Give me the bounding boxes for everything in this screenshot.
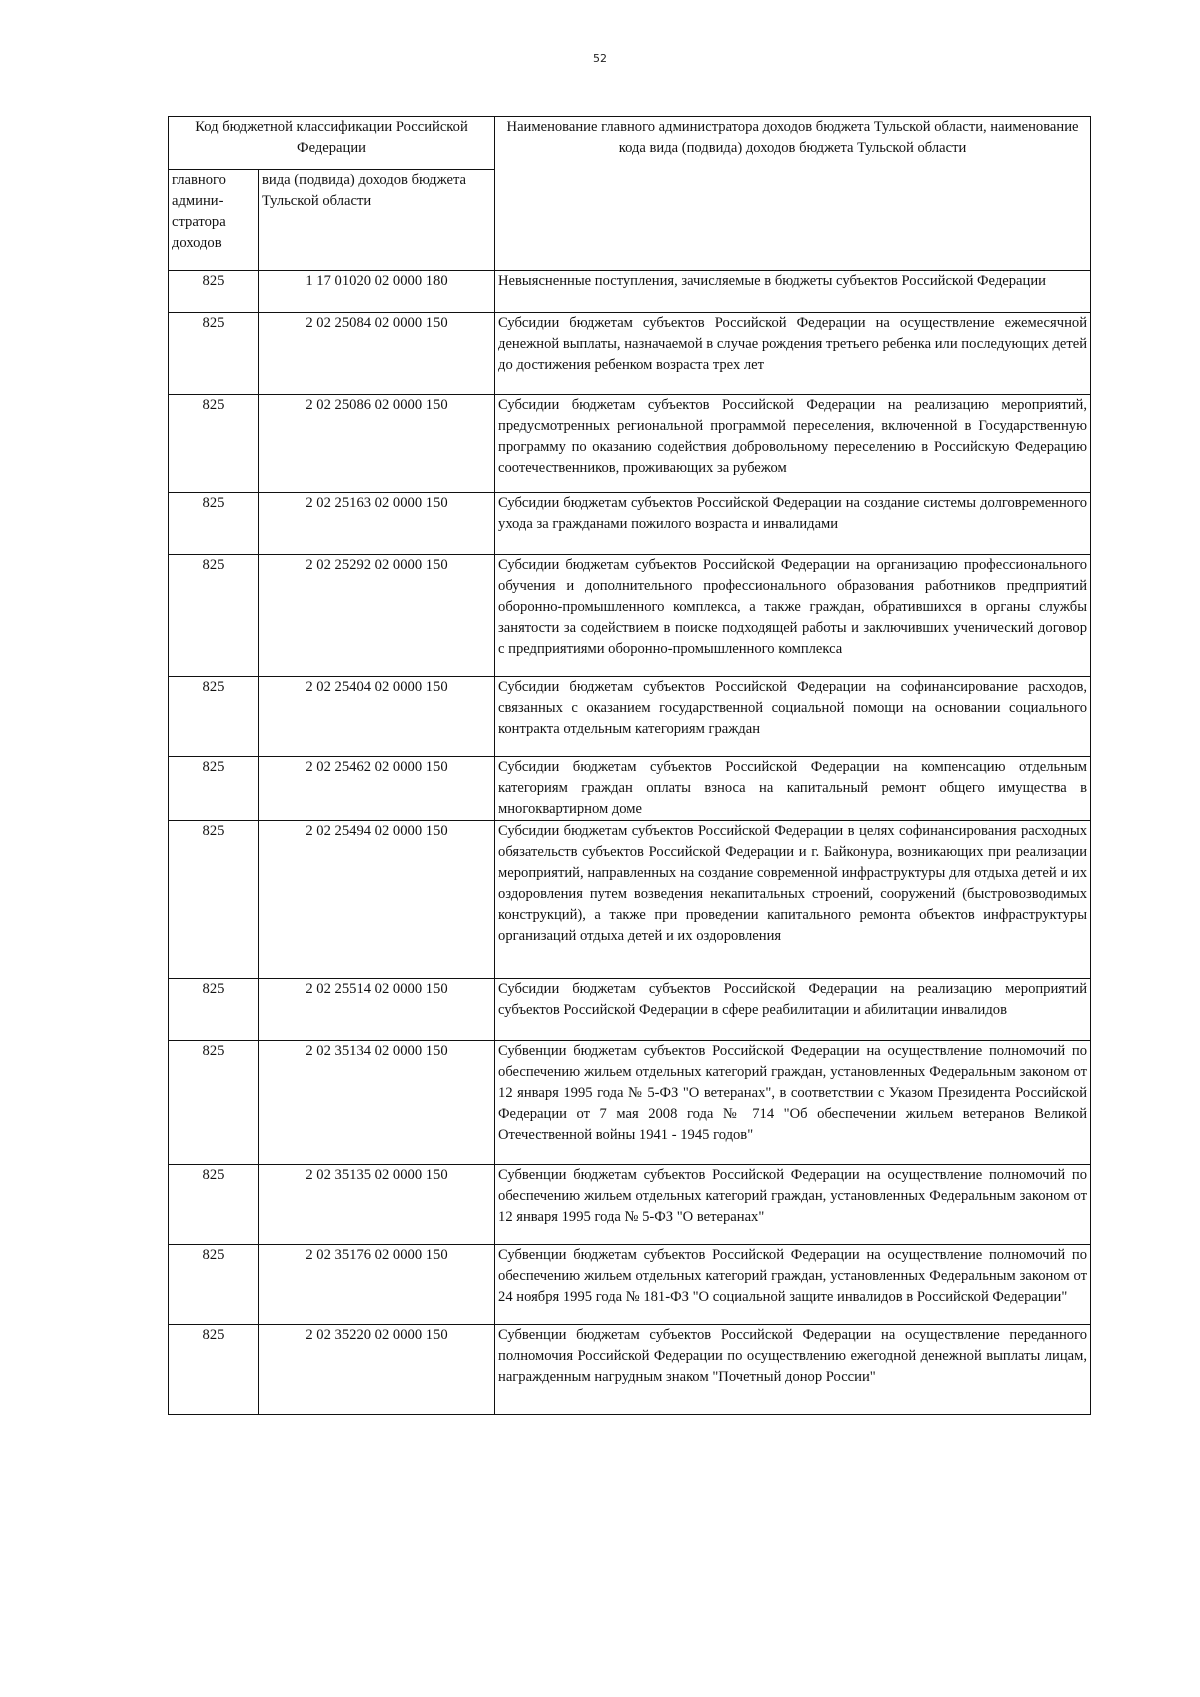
admin-code-cell: 825 — [169, 979, 259, 1041]
admin-code-cell: 825 — [169, 1325, 259, 1415]
admin-code-cell: 825 — [169, 493, 259, 555]
revenue-code-cell: 2 02 25163 02 0000 150 — [259, 493, 495, 555]
table-row — [169, 271, 1091, 313]
revenue-code-cell: 2 02 25404 02 0000 150 — [259, 677, 495, 757]
admin-code-cell: 825 — [169, 313, 259, 395]
table-row — [169, 979, 1091, 1041]
table-row — [169, 677, 1091, 757]
revenue-code-cell: 2 02 35220 02 0000 150 — [259, 1325, 495, 1415]
revenue-code-cell: 2 02 35176 02 0000 150 — [259, 1245, 495, 1325]
revenue-code-cell: 1 17 01020 02 0000 180 — [259, 271, 495, 313]
table-row — [169, 1041, 1091, 1165]
revenue-code-cell: 2 02 25086 02 0000 150 — [259, 395, 495, 493]
revenue-description-cell: Субвенции бюджетам субъектов Российской Федерации на осуществление переданного полномочия Российской Федерации по осуществлению ежегодной денежной выплаты лицам, награжденным нагрудным знаком "Почетный донор России" — [495, 1325, 1091, 1415]
table-row — [169, 1245, 1091, 1325]
admin-code-cell: 825 — [169, 1041, 259, 1165]
header-administrator-name: Наименование главного администратора доходов бюджета Тульской области, наименование кода вида (подвида) доходов бюджета Тульской области — [495, 117, 1091, 271]
revenue-code-cell: 2 02 25462 02 0000 150 — [259, 757, 495, 821]
admin-code-cell: 825 — [169, 1165, 259, 1245]
header-main-administrator: главного админи-стратора доходов — [169, 170, 259, 271]
revenue-description-cell: Субсидии бюджетам субъектов Российской Федерации в целях софинансирования расходных обязательств субъектов Российской Федерации и г. Байконура, возникающих при реализации мероприятий, направленных на создание современной инфраструктуры для отдыха детей и их оздоровления путем возведения некапитальных строений, сооружений (быстровозводимых конструкций), а также при проведении капитального ремонта объектов инфраструктуры организаций отдыха детей и их оздоровления — [495, 821, 1091, 979]
header-revenue-kind: вида (подвида) доходов бюджета Тульской области — [259, 170, 495, 271]
revenue-code-cell: 2 02 35135 02 0000 150 — [259, 1165, 495, 1245]
admin-code-cell: 825 — [169, 757, 259, 821]
table-row — [169, 1165, 1091, 1245]
admin-code-cell: 825 — [169, 1245, 259, 1325]
admin-code-cell: 825 — [169, 821, 259, 979]
table-row — [169, 395, 1091, 493]
admin-code-cell: 825 — [169, 271, 259, 313]
revenue-code-cell: 2 02 25084 02 0000 150 — [259, 313, 495, 395]
table-row — [169, 493, 1091, 555]
revenue-description-cell: Невыясненные поступления, зачисляемые в бюджеты субъектов Российской Федерации — [495, 271, 1091, 313]
revenue-code-cell: 2 02 25494 02 0000 150 — [259, 821, 495, 979]
revenue-code-cell: 2 02 25292 02 0000 150 — [259, 555, 495, 677]
table-row — [169, 555, 1091, 677]
budget-revenue-table — [168, 116, 1091, 1415]
revenue-description-cell: Субсидии бюджетам субъектов Российской Федерации на софинансирование расходов, связанных с оказанием государственной социальной помощи на основании социального контракта отдельным категориям граждан — [495, 677, 1091, 757]
revenue-code-cell: 2 02 35134 02 0000 150 — [259, 1041, 495, 1165]
revenue-description-cell: Субсидии бюджетам субъектов Российской Федерации на организацию профессионального обучения и дополнительного профессионального образования работников предприятий оборонно-промышленного комплекса, а также граждан, обратившихся в органы службы занятости за содействием в поиске подходящей работы и заключивших ученический договор с предприятиями оборонно-промышленного комплекса — [495, 555, 1091, 677]
table-header — [169, 117, 1091, 271]
page-number: 52 — [593, 52, 607, 65]
table-body — [169, 271, 1091, 1415]
revenue-description-cell: Субсидии бюджетам субъектов Российской Федерации на осуществление ежемесячной денежной выплаты, назначаемой в случае рождения третьего ребенка или последующих детей до достижения ребенком возраста трех лет — [495, 313, 1091, 395]
revenue-description-cell: Субвенции бюджетам субъектов Российской Федерации на осуществление полномочий по обеспечению жильем отдельных категорий граждан, установленных Федеральным законом от 24 ноября 1995 года № 181-ФЗ "О социальной защите инвалидов в Российской Федерации" — [495, 1245, 1091, 1325]
admin-code-cell: 825 — [169, 677, 259, 757]
revenue-description-cell: Субсидии бюджетам субъектов Российской Федерации на компенсацию отдельным категориям граждан оплаты взноса на капитальный ремонт общего имущества в многоквартирном доме — [495, 757, 1091, 821]
revenue-description-cell: Субсидии бюджетам субъектов Российской Федерации на реализацию мероприятий субъектов Российской Федерации в сфере реабилитации и абилитации инвалидов — [495, 979, 1091, 1041]
admin-code-cell: 825 — [169, 395, 259, 493]
header-budget-classification-code: Код бюджетной классификации Российской Федерации — [169, 117, 495, 170]
admin-code-cell: 825 — [169, 555, 259, 677]
table-row — [169, 757, 1091, 821]
table-row — [169, 1325, 1091, 1415]
table-row — [169, 821, 1091, 979]
revenue-description-cell: Субвенции бюджетам субъектов Российской Федерации на осуществление полномочий по обеспечению жильем отдельных категорий граждан, установленных Федеральным законом от 12 января 1995 года № 5-ФЗ "О ветеранах", в соответствии с Указом Президента Российской Федерации от 7 мая 2008 года № 714 "Об обеспечении жильем ветеранов Великой Отечественной войны 1941 - 1945 годов" — [495, 1041, 1091, 1165]
revenue-code-cell: 2 02 25514 02 0000 150 — [259, 979, 495, 1041]
table-row — [169, 313, 1091, 395]
revenue-description-cell: Субсидии бюджетам субъектов Российской Федерации на реализацию мероприятий, предусмотренных региональной программой переселения, включенной в Государственную программу по оказанию содействия добровольному переселению в Российскую Федерацию соотечественников, проживающих за рубежом — [495, 395, 1091, 493]
revenue-description-cell: Субвенции бюджетам субъектов Российской Федерации на осуществление полномочий по обеспечению жильем отдельных категорий граждан, установленных Федеральным законом от 12 января 1995 года № 5-ФЗ "О ветеранах" — [495, 1165, 1091, 1245]
revenue-description-cell: Субсидии бюджетам субъектов Российской Федерации на создание системы долговременного ухода за гражданами пожилого возраста и инвалидами — [495, 493, 1091, 555]
